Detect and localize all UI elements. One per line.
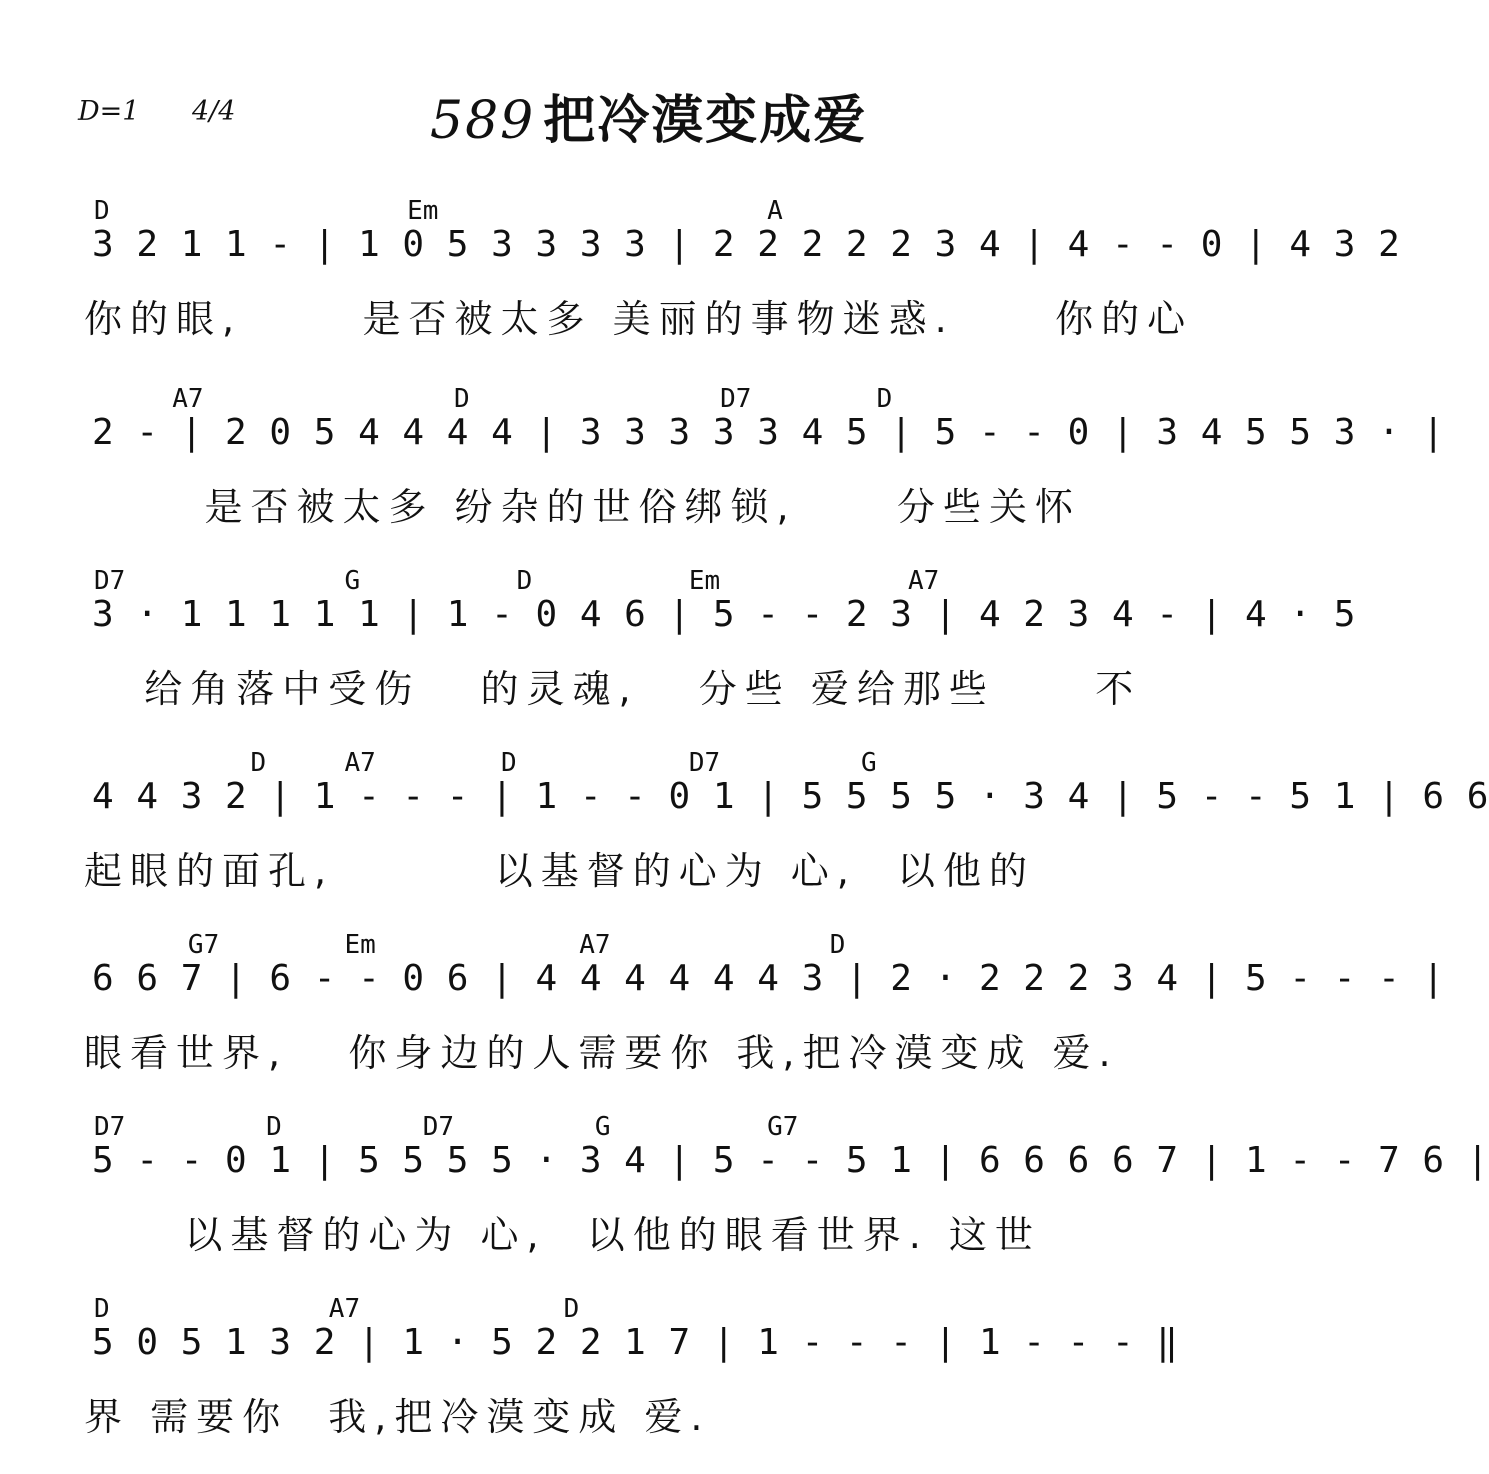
- notation-line: 3 2 1 1 - | 1 0 5 3 3 3 3 | 2 2 2 2 2 3 4 | 4 - - 0 | 4 3 2: [92, 224, 1401, 265]
- song-name: 把冷漠变成爱: [543, 91, 868, 151]
- notation-line: 4 4 3 2 | 1 - - - | 1 - - 0 1 | 5 5 5 5 · 3 4 | 5 - - 5 1 | 6 6: [92, 776, 1489, 817]
- system-4: [0, 748, 1489, 928]
- key-signature: D=1: [78, 96, 140, 127]
- lyrics-line: 是否被太多 纷杂的世俗绑锁, 分些关怀: [84, 485, 1082, 529]
- system-6: [0, 1112, 1489, 1292]
- lyrics-line: 给角落中受伤 的灵魂, 分些 爱给那些 不: [84, 667, 1142, 711]
- chord-line: D A7 D: [94, 1294, 580, 1324]
- lyrics-line: 以基督的心为 心, 以他的眼看世界. 这世: [84, 1213, 1041, 1257]
- system-5: [0, 930, 1445, 1110]
- song-number: 589: [430, 91, 536, 151]
- song-title: [430, 78, 867, 153]
- notation-line: 2 - | 2 0 5 4 4 4 4 | 3 3 3 3 3 4 5 | 5 - - 0 | 3 4 5 5 3 · |: [92, 412, 1445, 453]
- chord-line: D A7 D D7 G: [94, 748, 877, 778]
- chord-line: D7 D D7 G G7: [94, 1112, 799, 1142]
- notation-line: 6 6 7 | 6 - - 0 6 | 4 4 4 4 4 4 3 | 2 · 2 2 2 3 4 | 5 - - - |: [92, 958, 1445, 999]
- lyrics-line: 界 需要你 我,把冷漠变成 爱.: [84, 1395, 711, 1439]
- system-3: [0, 566, 1356, 746]
- chord-line: G7 Em A7 D: [94, 930, 846, 960]
- system-1: [0, 196, 1401, 376]
- chord-line: D Em A: [94, 196, 783, 226]
- system-2: [0, 384, 1445, 564]
- chord-line: D7 G D Em A7: [94, 566, 940, 596]
- chord-line: A7 D D7 D: [94, 384, 893, 414]
- lyrics-line: 起眼的面孔, 以基督的心为 心, 以他的: [84, 849, 1036, 893]
- notation-line: 5 0 5 1 3 2 | 1 · 5 2 2 1 7 | 1 - - - | 1 - - - ‖: [92, 1322, 1179, 1363]
- system-7: [0, 1294, 1279, 1474]
- notation-line: 5 - - 0 1 | 5 5 5 5 · 3 4 | 5 - - 5 1 | 6 6 6 6 7 | 1 - - 7 6 |: [92, 1140, 1489, 1181]
- time-signature: 4/4: [192, 96, 236, 127]
- lyrics-line: 眼看世界, 你身边的人需要你 我,把冷漠变成 爱.: [84, 1031, 1119, 1075]
- notation-line: 3 · 1 1 1 1 1 | 1 - 0 4 6 | 5 - - 2 3 | 4 2 3 4 - | 4 · 5: [92, 594, 1356, 635]
- lyrics-line: 你的眼, 是否被太多 美丽的事物迷惑. 你的心: [84, 297, 1194, 341]
